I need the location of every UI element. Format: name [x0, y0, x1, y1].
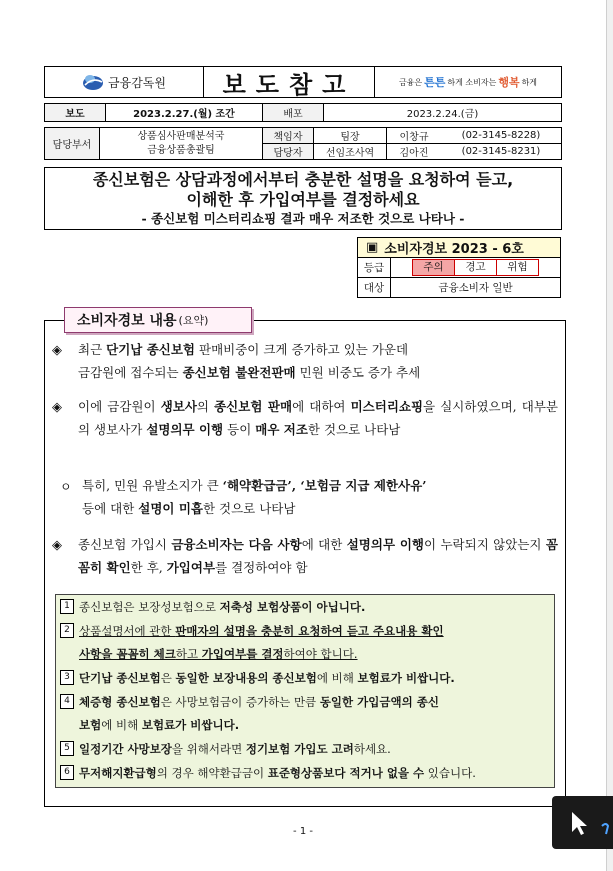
page-number: - 1 -	[293, 826, 313, 837]
resp-phone: (02-3145-8228)	[441, 128, 562, 144]
contact-table	[44, 127, 562, 160]
text: 이에 금감원이	[78, 399, 161, 414]
text-bold: 종신보험 판매	[214, 399, 293, 414]
text: 한 것으로 나타남	[202, 501, 296, 516]
text-bold: 일정기간 사망보장	[79, 742, 172, 756]
alert-grade-row	[357, 258, 561, 278]
text-bold: 체증형 종신보험	[79, 695, 161, 709]
consumer-alert-box	[357, 237, 561, 299]
press-header	[44, 66, 562, 98]
staff-label: 담당자	[263, 144, 314, 160]
staff-phone: (02-3145-8231)	[441, 144, 562, 160]
number-box: 5	[60, 741, 74, 756]
subject-line-3: - 종신보험 미스터리쇼핑 결과 매우 저조한 것으로 나타나 -	[141, 211, 465, 226]
staff-title: 선임조사역	[314, 144, 387, 160]
text: 을 위해서라면	[171, 742, 246, 756]
fss-logo	[45, 67, 204, 97]
text: 등에 대한	[82, 501, 139, 516]
diamond-bullet-icon: ◈	[52, 400, 62, 415]
logo-text: 금융감독원	[108, 75, 166, 90]
dept-label: 담당부서	[45, 128, 100, 160]
text-bold: 정기보험 가입도 고려	[245, 742, 354, 756]
diamond-bullet-icon: ◈	[52, 538, 62, 553]
text: 최근	[78, 342, 107, 357]
grade-caution: 주의	[413, 260, 455, 275]
dist-label: 배포	[263, 104, 324, 122]
report-value: 2023.2.27.(월) 조간	[106, 104, 263, 122]
resp-label: 책임자	[263, 128, 314, 144]
text-bold: 가입여부를 결정	[201, 647, 284, 661]
slogan-word-2: 행복	[498, 76, 520, 89]
subject-line-1: 종신보험은 상담과정에서부터 충분한 설명을 요청하여 듣고,	[92, 170, 514, 189]
text-bold: 저축성 보험상품이 아닙니다.	[219, 600, 366, 614]
subject-line-2: 이해한 후 가입여부를 결정하세요	[186, 190, 420, 209]
point-1	[78, 338, 558, 384]
text-bold: 생보사	[160, 399, 197, 414]
staff-name: 김아진	[387, 144, 442, 160]
text: 민원 비중도 증가 추세	[295, 365, 421, 380]
text: 은	[160, 671, 176, 685]
text-bold: 동일한 보장내용의 종신보험	[175, 671, 317, 685]
grade-scale	[412, 259, 539, 276]
slogan-text: 하게 소비자는	[447, 77, 497, 87]
checklist-item-1	[60, 596, 548, 619]
resp-title: 팀장	[314, 128, 387, 144]
alert-title: 소비자경보 2023 - 6호	[384, 242, 524, 257]
checklist-box	[55, 594, 555, 788]
text: 을 실시하였으며, 대부분의 생보사가	[78, 399, 558, 437]
text-bold: 동일한 가입금액의 종신	[319, 695, 439, 709]
text-bold: ‘해약환급금’, ‘보험금 지급 제한사유’	[222, 478, 427, 493]
section-title-text: 소비자경보 내용	[77, 313, 177, 329]
text: 하여야 합니다.	[283, 647, 358, 661]
checklist-item-6	[60, 762, 548, 785]
text: 에 비해	[316, 671, 358, 685]
text-bold: 보험료가 비쌉니다.	[141, 718, 240, 732]
text: 있습니다.	[424, 766, 476, 780]
text: 이 누락되지 않았는지	[423, 537, 546, 552]
section-title	[64, 307, 252, 333]
resp-name: 이창규	[387, 128, 442, 144]
text: 판매비중이 크게 증가하고 있는 가운데	[195, 342, 409, 357]
text: 종신보험 가입시	[78, 537, 172, 552]
number-box: 4	[60, 694, 74, 709]
text-bold: 꼼꼼히 확인	[78, 537, 558, 575]
text-bold: 단기납 종신보험	[79, 671, 161, 685]
grade-cell	[391, 258, 561, 278]
slogan-word-1: 튼튼	[424, 76, 446, 89]
text: 에 대하여	[292, 399, 351, 414]
text: 한 후,	[130, 560, 167, 575]
text: 종신보험은 보장성보험으로	[79, 600, 220, 614]
text: 하세요.	[353, 742, 391, 756]
text: 등이	[223, 422, 256, 437]
text-bold: 보험	[79, 718, 102, 732]
text: 를 결정하여야 함	[215, 560, 308, 575]
slogan	[375, 67, 561, 97]
text-bold: 판매자의 설명을 충분히 요청하여 듣고 주요내용 확인	[175, 624, 444, 638]
checklist-item-2	[60, 620, 548, 666]
text-bold: 매우 저조	[255, 422, 308, 437]
fss-emblem-icon	[82, 73, 104, 91]
text: 의	[196, 399, 215, 414]
text-bold: 사항을 꼼꼼히 체크	[79, 647, 176, 661]
point-3	[82, 474, 558, 520]
circle-bullet-icon: ㅇ	[60, 480, 72, 494]
cursor-arrow-icon	[552, 796, 613, 849]
target-label: 대상	[357, 278, 391, 298]
text-bold: 무저해지환급형	[79, 766, 157, 780]
alert-target-row	[357, 278, 561, 298]
slogan-text: 하게	[521, 77, 538, 87]
text: 하고	[175, 647, 202, 661]
section-title-suffix: (요약)	[178, 314, 209, 327]
text-bold: 가입여부	[166, 560, 216, 575]
press-title: 보도참고	[204, 67, 375, 97]
text-bold: 보험료가 비쌉니다.	[357, 671, 455, 685]
release-table	[44, 103, 562, 122]
text-bold: 종신보험 불완전판매	[182, 365, 296, 380]
target-value: 금융소비자 일반	[391, 278, 561, 298]
text: 상품설명서에 관한	[79, 624, 176, 638]
text: 에 대한	[301, 537, 347, 552]
grade-label: 등급	[357, 258, 391, 278]
diamond-bullet-icon: ◈	[52, 343, 62, 358]
report-label: 보도	[45, 104, 106, 122]
slogan-text: 금융은	[398, 77, 423, 87]
text-bold: 설명이 미흡	[138, 501, 203, 516]
text: 한 것으로 나타남	[307, 422, 401, 437]
dept-value	[100, 128, 263, 160]
text-bold: 미스터리쇼핑	[350, 399, 424, 414]
text-bold: 단기납 종신보험	[106, 342, 196, 357]
square-bullet-icon: ▣	[366, 240, 379, 255]
text: 의 경우 해약환급금이	[156, 766, 268, 780]
dept-name-2: 금융상품총괄팀	[147, 144, 215, 156]
grade-warning: 경고	[455, 260, 497, 275]
point-2	[78, 395, 558, 441]
text-bold: 설명의무 이행	[346, 537, 424, 552]
text-bold: 금융소비자는 다음 사항	[171, 537, 302, 552]
text: 특히, 민원 유발소지가 큰	[82, 478, 223, 493]
text: 은 사망보험금이 증가하는 만큼	[160, 695, 320, 709]
dist-value: 2023.2.24.(금)	[324, 104, 562, 122]
alert-header	[357, 237, 561, 258]
text: 에 비해	[101, 718, 142, 732]
point-4	[78, 533, 558, 579]
text: 금감원에 접수되는	[78, 365, 183, 380]
number-box: 3	[60, 670, 74, 685]
text-bold: 표준형상품보다 적거나 없을 수	[267, 766, 425, 780]
pointer-tool-button[interactable]	[552, 796, 613, 849]
checklist-item-4	[60, 691, 548, 737]
checklist-item-3	[60, 667, 548, 690]
checklist-item-5	[60, 738, 548, 761]
number-box: 1	[60, 599, 74, 614]
number-box: 2	[60, 623, 74, 638]
dept-name-1: 상품심사판매분석국	[137, 130, 225, 142]
number-box: 6	[60, 765, 74, 780]
text-bold: 설명의무 이행	[146, 422, 224, 437]
grade-danger: 위험	[507, 261, 528, 273]
subject-box	[44, 167, 562, 230]
